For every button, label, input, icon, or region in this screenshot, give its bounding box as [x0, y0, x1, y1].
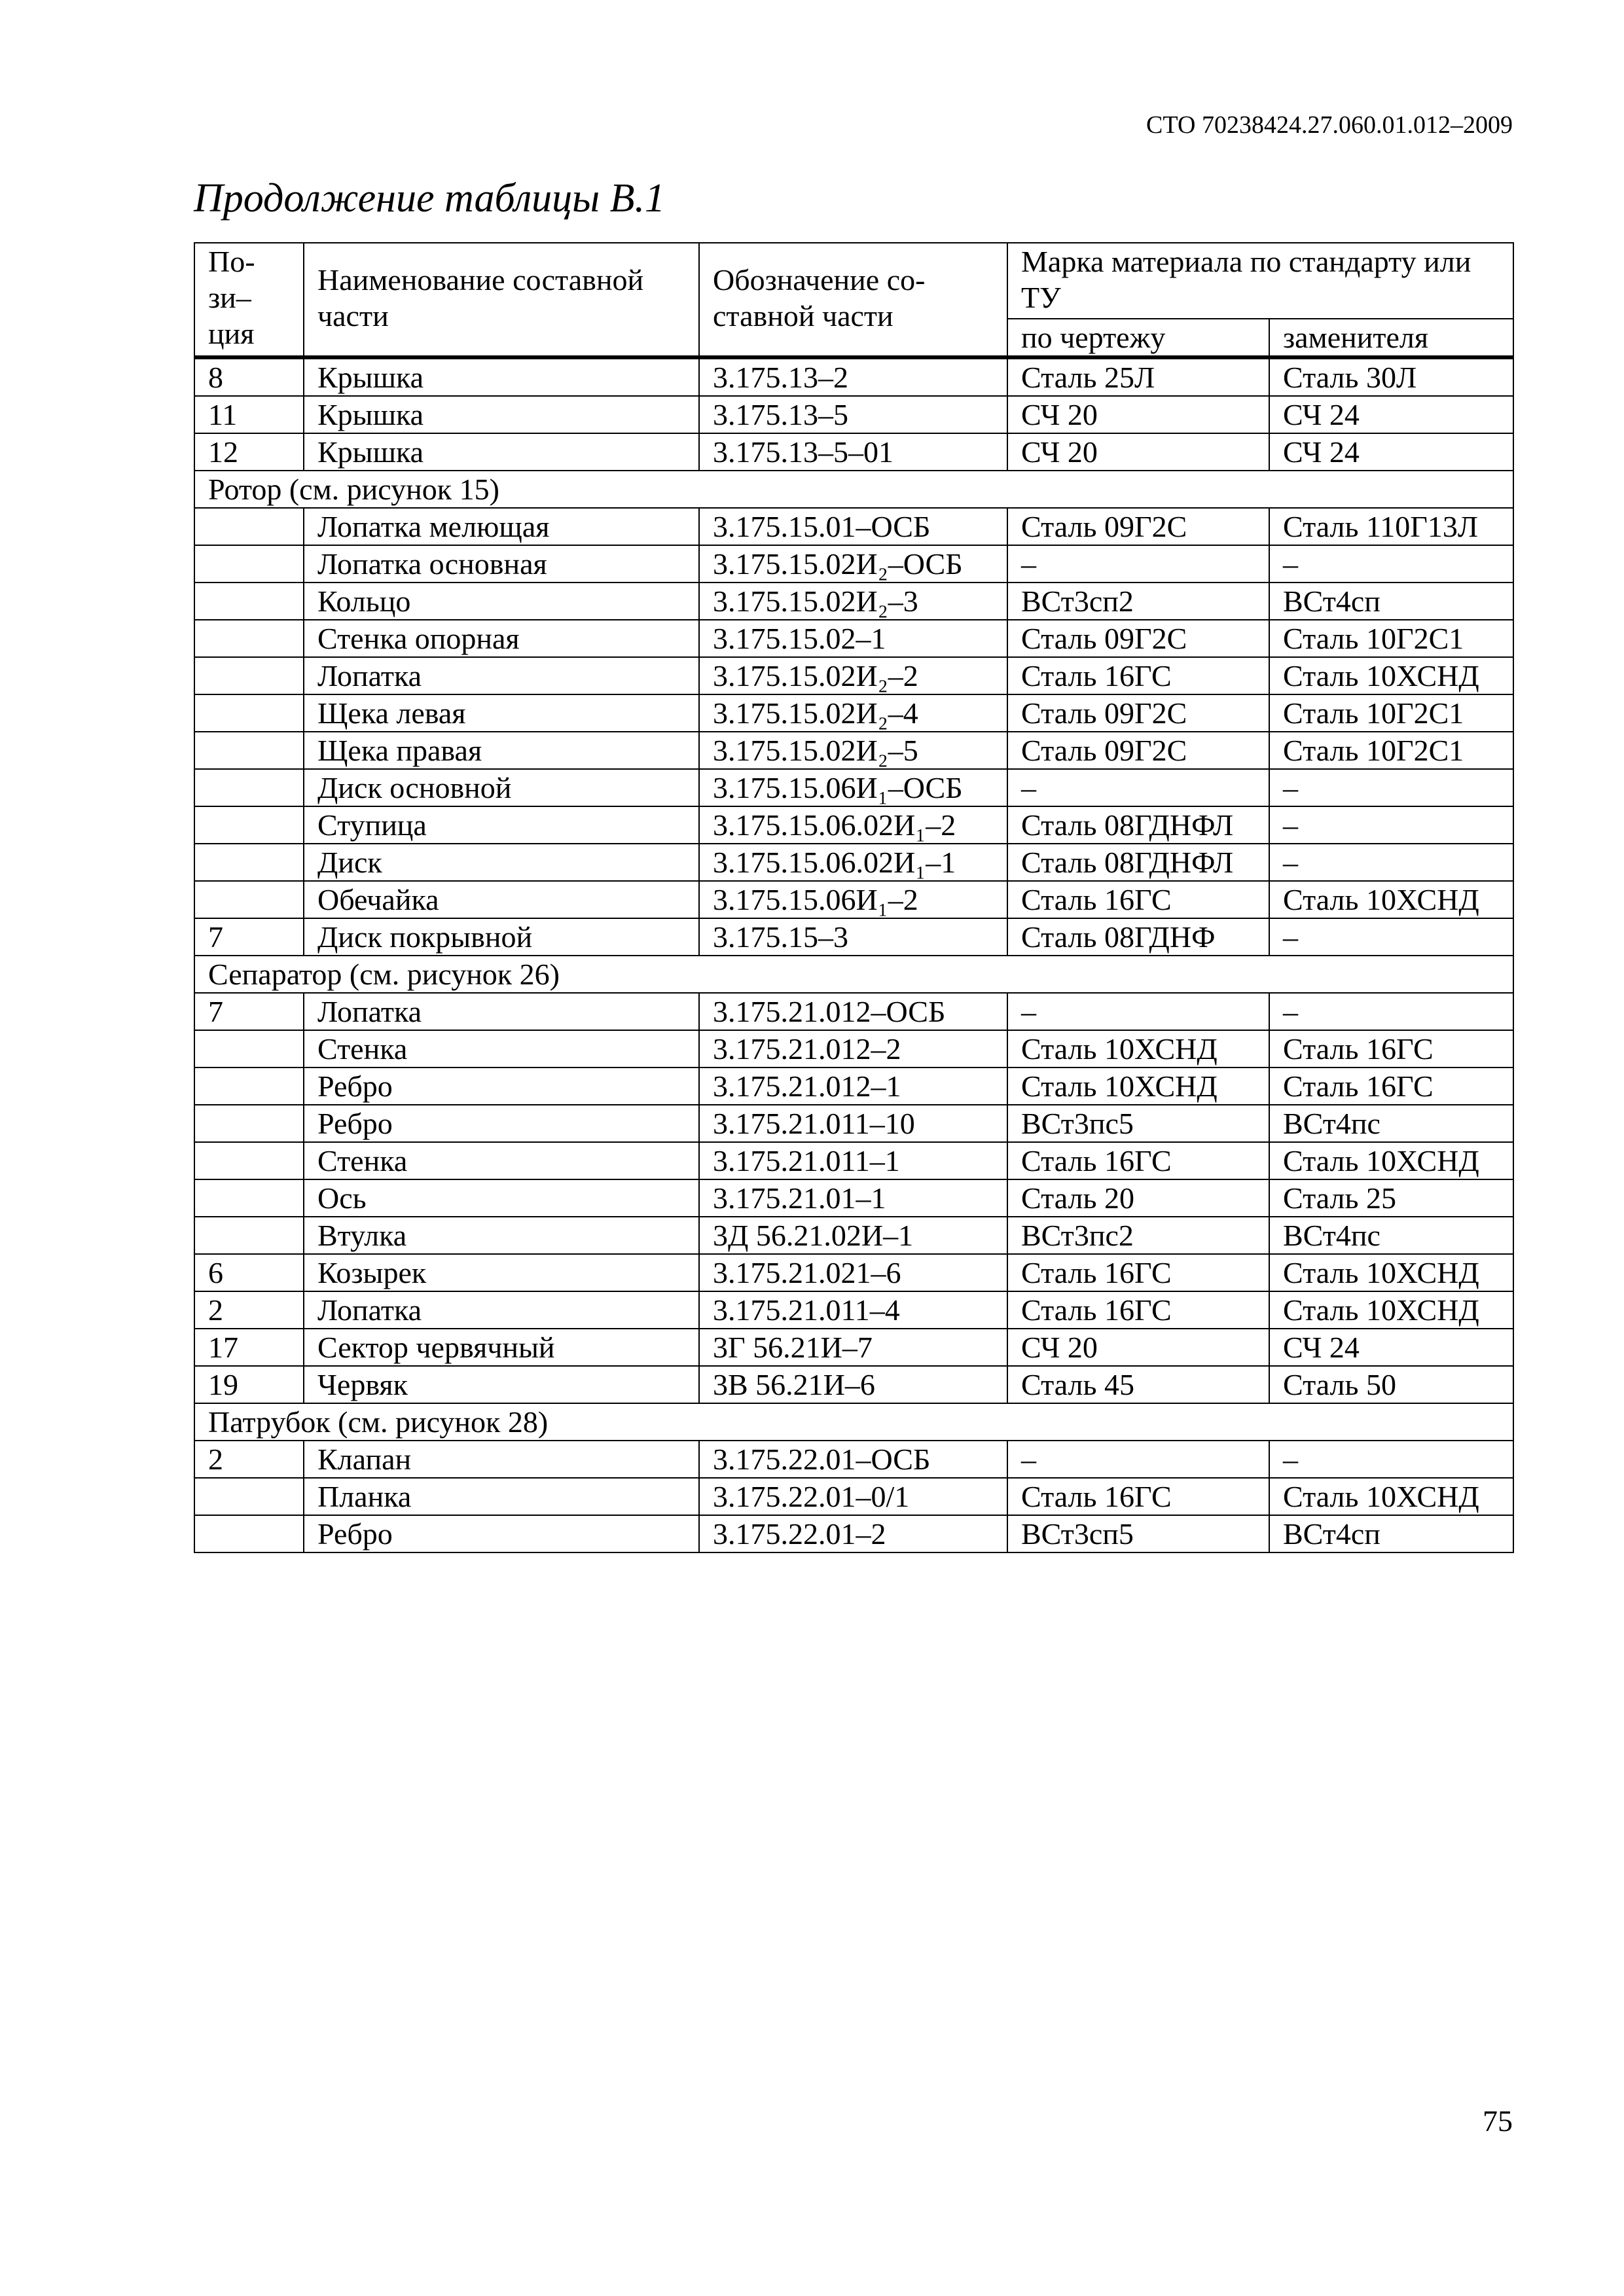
cell-designation: 3.175.15.02И₂–4	[699, 694, 1007, 732]
cell-name: Червяк	[304, 1366, 699, 1403]
cell-material: Сталь 16ГС	[1007, 1291, 1269, 1329]
cell-substitute: –	[1269, 806, 1513, 844]
cell-substitute: –	[1269, 769, 1513, 806]
cell-name: Лопатка	[304, 657, 699, 694]
cell-name: Сектор червячный	[304, 1329, 699, 1366]
cell-name: Ребро	[304, 1067, 699, 1105]
cell-material: Сталь 25Л	[1007, 357, 1269, 396]
header-material: Марка материала по стандарту или ТУ	[1007, 243, 1513, 319]
table-row	[194, 1142, 1513, 1179]
cell-designation: 3.175.15.06И₁–ОСБ	[699, 769, 1007, 806]
table-row	[194, 1030, 1513, 1067]
cell-position: 6	[194, 1254, 304, 1291]
cell-name: Лопатка	[304, 1291, 699, 1329]
cell-substitute: ВСт4пс	[1269, 1217, 1513, 1254]
cell-position	[194, 508, 304, 545]
cell-material: Сталь 45	[1007, 1366, 1269, 1403]
cell-name: Крышка	[304, 433, 699, 471]
header-designation: Обозначение со-ставной части	[699, 243, 1007, 357]
cell-position	[194, 694, 304, 732]
cell-position: 19	[194, 1366, 304, 1403]
cell-substitute: Сталь 10ХСНД	[1269, 1478, 1513, 1515]
cell-name: Козырек	[304, 1254, 699, 1291]
cell-substitute: Сталь 30Л	[1269, 357, 1513, 396]
cell-material: Сталь 09Г2С	[1007, 620, 1269, 657]
cell-material: Сталь 16ГС	[1007, 1142, 1269, 1179]
cell-material: Сталь 08ГДНФ	[1007, 918, 1269, 956]
cell-position: 7	[194, 918, 304, 956]
cell-substitute: СЧ 24	[1269, 1329, 1513, 1366]
table-row	[194, 1217, 1513, 1254]
cell-substitute: Сталь 10ХСНД	[1269, 881, 1513, 918]
cell-name: Ступица	[304, 806, 699, 844]
cell-position: 12	[194, 433, 304, 471]
cell-name: Крышка	[304, 357, 699, 396]
cell-position	[194, 545, 304, 583]
cell-position	[194, 657, 304, 694]
cell-position	[194, 1179, 304, 1217]
table-row	[194, 1254, 1513, 1291]
header-name: Наименование составной части	[304, 243, 699, 357]
cell-name: Диск покрывной	[304, 918, 699, 956]
cell-designation: 3Г 56.21И–7	[699, 1329, 1007, 1366]
cell-substitute: ВСт4сп	[1269, 583, 1513, 620]
cell-position	[194, 583, 304, 620]
cell-name: Стенка опорная	[304, 620, 699, 657]
table-body	[194, 357, 1513, 1552]
cell-material: Сталь 10ХСНД	[1007, 1030, 1269, 1067]
cell-position	[194, 620, 304, 657]
cell-designation: 3.175.22.01–ОСБ	[699, 1441, 1007, 1478]
cell-position: 11	[194, 396, 304, 433]
cell-designation: 3.175.15.06.02И₁–1	[699, 844, 1007, 881]
table-row	[194, 1366, 1513, 1403]
table-row	[194, 918, 1513, 956]
cell-designation: 3.175.21.012–1	[699, 1067, 1007, 1105]
cell-position	[194, 1478, 304, 1515]
cell-position: 7	[194, 993, 304, 1030]
cell-material: –	[1007, 1441, 1269, 1478]
table-row	[194, 1291, 1513, 1329]
table-row	[194, 1067, 1513, 1105]
cell-material: Сталь 09Г2С	[1007, 508, 1269, 545]
cell-name: Лопатка основная	[304, 545, 699, 583]
cell-position	[194, 1030, 304, 1067]
cell-substitute: Сталь 10Г2С1	[1269, 732, 1513, 769]
cell-position	[194, 1217, 304, 1254]
cell-substitute: –	[1269, 918, 1513, 956]
cell-name: Щека правая	[304, 732, 699, 769]
cell-position	[194, 1105, 304, 1142]
section-title: Ротор (см. рисунок 15)	[194, 471, 1513, 508]
cell-material: ВСт3сп2	[1007, 583, 1269, 620]
cell-name: Ребро	[304, 1105, 699, 1142]
cell-material: –	[1007, 545, 1269, 583]
section-title: Сепаратор (см. рисунок 26)	[194, 956, 1513, 993]
table-row	[194, 1105, 1513, 1142]
table-header	[194, 243, 1513, 357]
cell-material: ВСт3сп5	[1007, 1515, 1269, 1552]
section-title: Патрубок (см. рисунок 28)	[194, 1403, 1513, 1441]
cell-position	[194, 1515, 304, 1552]
table-row	[194, 769, 1513, 806]
cell-designation: 3.175.21.011–4	[699, 1291, 1007, 1329]
cell-material: Сталь 20	[1007, 1179, 1269, 1217]
cell-designation: 3.175.21.011–10	[699, 1105, 1007, 1142]
cell-substitute: Сталь 10ХСНД	[1269, 657, 1513, 694]
cell-substitute: Сталь 10ХСНД	[1269, 1291, 1513, 1329]
table-row	[194, 1515, 1513, 1552]
table-row	[194, 657, 1513, 694]
cell-material: Сталь 10ХСНД	[1007, 1067, 1269, 1105]
table-row	[194, 806, 1513, 844]
cell-position	[194, 732, 304, 769]
table-row	[194, 1478, 1513, 1515]
cell-name: Диск	[304, 844, 699, 881]
cell-material: СЧ 20	[1007, 433, 1269, 471]
cell-substitute: Сталь 10ХСНД	[1269, 1254, 1513, 1291]
table-caption: Продолжение таблицы В.1	[194, 176, 666, 221]
table-row	[194, 993, 1513, 1030]
table-row	[194, 844, 1513, 881]
cell-position	[194, 806, 304, 844]
cell-substitute: Сталь 16ГС	[1269, 1030, 1513, 1067]
table-row	[194, 583, 1513, 620]
cell-substitute: Сталь 25	[1269, 1179, 1513, 1217]
cell-material: Сталь 16ГС	[1007, 881, 1269, 918]
cell-designation: 3.175.15.01–ОСБ	[699, 508, 1007, 545]
cell-designation: 3.175.21.012–ОСБ	[699, 993, 1007, 1030]
cell-position	[194, 1142, 304, 1179]
cell-designation: 3Д 56.21.02И–1	[699, 1217, 1007, 1254]
cell-position: 8	[194, 357, 304, 396]
section-row	[194, 1403, 1513, 1441]
cell-name: Стенка	[304, 1142, 699, 1179]
cell-material: Сталь 08ГДНФЛ	[1007, 844, 1269, 881]
table-row	[194, 396, 1513, 433]
cell-name: Ось	[304, 1179, 699, 1217]
table-row	[194, 1179, 1513, 1217]
cell-name: Лопатка мелющая	[304, 508, 699, 545]
table-row	[194, 1329, 1513, 1366]
cell-position	[194, 881, 304, 918]
cell-position	[194, 769, 304, 806]
cell-substitute: Сталь 50	[1269, 1366, 1513, 1403]
cell-substitute: –	[1269, 993, 1513, 1030]
page-number: 75	[1483, 2104, 1513, 2138]
cell-substitute: Сталь 110Г13Л	[1269, 508, 1513, 545]
cell-name: Обечайка	[304, 881, 699, 918]
cell-substitute: ВСт4пс	[1269, 1105, 1513, 1142]
cell-material: Сталь 16ГС	[1007, 657, 1269, 694]
table-row	[194, 694, 1513, 732]
cell-designation: 3.175.21.011–1	[699, 1142, 1007, 1179]
cell-position: 17	[194, 1329, 304, 1366]
cell-position	[194, 844, 304, 881]
cell-material: Сталь 16ГС	[1007, 1254, 1269, 1291]
cell-name: Кольцо	[304, 583, 699, 620]
cell-substitute: Сталь 16ГС	[1269, 1067, 1513, 1105]
cell-name: Щека левая	[304, 694, 699, 732]
cell-position: 2	[194, 1441, 304, 1478]
cell-substitute: –	[1269, 1441, 1513, 1478]
cell-designation: 3.175.13–5	[699, 396, 1007, 433]
cell-designation: 3.175.21.012–2	[699, 1030, 1007, 1067]
cell-designation: 3.175.21.01–1	[699, 1179, 1007, 1217]
cell-name: Втулка	[304, 1217, 699, 1254]
cell-designation: 3.175.15–3	[699, 918, 1007, 956]
cell-substitute: СЧ 24	[1269, 433, 1513, 471]
cell-name: Лопатка	[304, 993, 699, 1030]
cell-designation: 3.175.15.02И₂–5	[699, 732, 1007, 769]
cell-designation: 3.175.13–2	[699, 357, 1007, 396]
cell-position: 2	[194, 1291, 304, 1329]
table-row	[194, 620, 1513, 657]
table-row	[194, 732, 1513, 769]
cell-material: Сталь 16ГС	[1007, 1478, 1269, 1515]
table-row	[194, 1441, 1513, 1478]
header-by-drawing: по чертежу	[1007, 319, 1269, 357]
cell-material: Сталь 08ГДНФЛ	[1007, 806, 1269, 844]
table-row	[194, 545, 1513, 583]
table-row	[194, 357, 1513, 396]
cell-name: Клапан	[304, 1441, 699, 1478]
section-row	[194, 956, 1513, 993]
cell-material: СЧ 20	[1007, 396, 1269, 433]
cell-designation: 3.175.15.02И₂–3	[699, 583, 1007, 620]
cell-name: Ребро	[304, 1515, 699, 1552]
cell-name: Стенка	[304, 1030, 699, 1067]
cell-substitute: –	[1269, 844, 1513, 881]
cell-substitute: Сталь 10ХСНД	[1269, 1142, 1513, 1179]
cell-material: Сталь 09Г2С	[1007, 732, 1269, 769]
cell-name: Диск основной	[304, 769, 699, 806]
cell-name: Планка	[304, 1478, 699, 1515]
cell-substitute: Сталь 10Г2С1	[1269, 620, 1513, 657]
cell-substitute: СЧ 24	[1269, 396, 1513, 433]
cell-material: ВСт3пс2	[1007, 1217, 1269, 1254]
cell-designation: 3.175.22.01–2	[699, 1515, 1007, 1552]
materials-table	[194, 242, 1514, 1553]
cell-material: Сталь 09Г2С	[1007, 694, 1269, 732]
cell-material: –	[1007, 769, 1269, 806]
cell-material: ВСт3пс5	[1007, 1105, 1269, 1142]
cell-substitute: –	[1269, 545, 1513, 583]
cell-designation: 3.175.13–5–01	[699, 433, 1007, 471]
header-substitute: заменителя	[1269, 319, 1513, 357]
cell-designation: 3.175.15.02–1	[699, 620, 1007, 657]
cell-designation: 3.175.15.02И₂–ОСБ	[699, 545, 1007, 583]
cell-name: Крышка	[304, 396, 699, 433]
cell-designation: 3.175.15.06.02И₁–2	[699, 806, 1007, 844]
cell-designation: 3.175.21.021–6	[699, 1254, 1007, 1291]
cell-position	[194, 1067, 304, 1105]
document-code: СТО 70238424.27.060.01.012–2009	[1146, 111, 1513, 139]
cell-material: СЧ 20	[1007, 1329, 1269, 1366]
table-row	[194, 433, 1513, 471]
cell-material: –	[1007, 993, 1269, 1030]
section-row	[194, 471, 1513, 508]
cell-designation: 3.175.22.01–0/1	[699, 1478, 1007, 1515]
cell-designation: 3.175.15.06И₁–2	[699, 881, 1007, 918]
cell-substitute: Сталь 10Г2С1	[1269, 694, 1513, 732]
cell-substitute: ВСт4сп	[1269, 1515, 1513, 1552]
table-row	[194, 508, 1513, 545]
header-position: По- зи– ция	[194, 243, 304, 357]
table-row	[194, 881, 1513, 918]
cell-designation: 3.175.15.02И₂–2	[699, 657, 1007, 694]
cell-designation: 3В 56.21И–6	[699, 1366, 1007, 1403]
